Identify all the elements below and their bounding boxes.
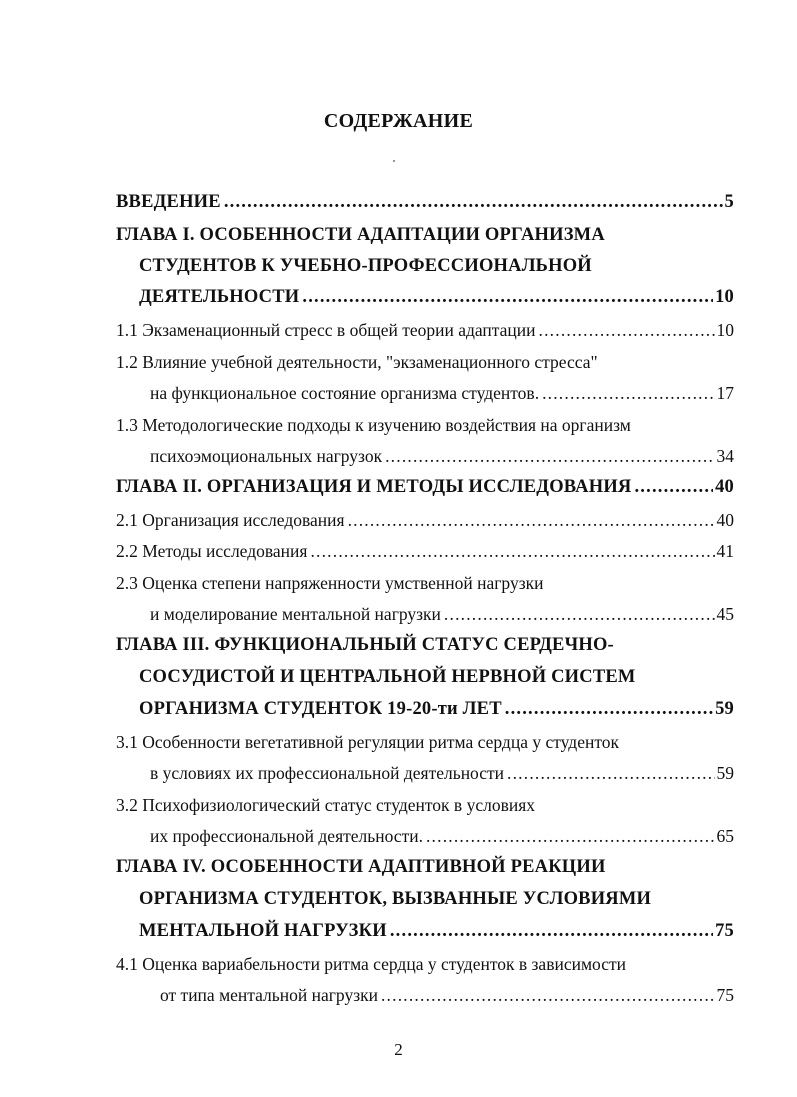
toc-chapter-3-line-2[interactable] — [139, 667, 636, 697]
toc-entry-title: 1.3 Методологические подходы к изучению воздействия на организм — [116, 415, 631, 435]
toc-entry-title: ГЛАВА I. ОСОБЕННОСТИ АДАПТАЦИИ ОРГАНИЗМА — [116, 225, 605, 245]
toc-leader-dots — [539, 320, 715, 341]
toc-section-1-2-line-2[interactable] — [150, 383, 734, 413]
toc-section-3-2-line-1[interactable] — [116, 795, 535, 825]
toc-page-number: 75 — [716, 985, 734, 1005]
toc-entry-title: от типа ментальной нагрузки — [160, 985, 378, 1005]
toc-section-3-2-line-2[interactable] — [150, 826, 734, 856]
toc-page-number: 40 — [716, 510, 734, 530]
toc-chapter-2[interactable] — [116, 477, 734, 507]
toc-entry-title: и моделирование ментальной нагрузки — [150, 604, 441, 624]
toc-entry-title: 3.1 Особенности вегетативной регуляции ритма сердца у студенток — [116, 732, 619, 752]
toc-entry-title: ГЛАВА III. ФУНКЦИОНАЛЬНЫЙ СТАТУС СЕРДЕЧНО- — [116, 635, 614, 655]
toc-page-number: 17 — [716, 383, 734, 403]
toc-entry-title: СТУДЕНТОВ К УЧЕБНО-ПРОФЕССИОНАЛЬНОЙ — [139, 256, 592, 276]
toc-page-number: 59 — [716, 763, 734, 783]
toc-entry-title: ОРГАНИЗМА СТУДЕНТОК 19-20-ти ЛЕТ — [139, 699, 502, 719]
toc-entry-title: ВВЕДЕНИЕ — [116, 192, 221, 212]
toc-chapter-4-line-1[interactable] — [116, 857, 606, 887]
toc-chapter-3-line-1[interactable] — [116, 635, 614, 665]
toc-page-number: 40 — [715, 477, 734, 497]
toc-chapter-4-line-3[interactable] — [139, 921, 734, 951]
toc-entry-title: 1.2 Влияние учебной деятельности, "экзаменационного стресса" — [116, 352, 598, 372]
page-number: 2 — [394, 1040, 403, 1059]
toc-section-2-3-line-2[interactable] — [150, 604, 734, 634]
toc-entry-title: ГЛАВА IV. ОСОБЕННОСТИ АДАПТИВНОЙ РЕАКЦИИ — [116, 857, 606, 877]
toc-page-number: 65 — [716, 826, 734, 846]
toc-page-number: 59 — [715, 699, 734, 719]
toc-entry-title: 2.1 Организация исследования — [116, 510, 345, 530]
toc-section-1-2-line-1[interactable] — [116, 352, 598, 382]
toc-leader-dots — [224, 192, 723, 213]
toc-leader-dots — [381, 985, 715, 1006]
toc-page-number: 5 — [724, 192, 734, 212]
toc-entry-introduction[interactable] — [116, 192, 734, 222]
toc-section-4-1-line-2[interactable] — [160, 985, 734, 1015]
toc-leader-dots — [348, 510, 715, 531]
toc-entry-title: ОРГАНИЗМА СТУДЕНТОК, ВЫЗВАННЫЕ УСЛОВИЯМИ — [139, 889, 652, 909]
toc-section-3-1-line-2[interactable] — [150, 763, 734, 793]
toc-section-1-1[interactable] — [116, 320, 734, 350]
toc-leader-dots — [385, 446, 714, 467]
toc-section-4-1-line-1[interactable] — [116, 954, 626, 984]
toc-entry-title: 1.1 Экзаменационный стресс в общей теории адаптации — [116, 320, 536, 340]
toc-leader-dots — [310, 541, 714, 562]
toc-leader-dots — [634, 477, 713, 498]
toc-leader-dots — [444, 604, 715, 625]
toc-leader-dots — [302, 287, 713, 308]
toc-chapter-1-line-1[interactable] — [116, 225, 605, 255]
toc-section-2-1[interactable] — [116, 510, 734, 540]
toc-leader-dots — [505, 699, 713, 720]
toc-section-1-3-line-1[interactable] — [116, 415, 631, 445]
toc-page-number: 10 — [716, 320, 734, 340]
toc-entry-title: СОСУДИСТОЙ И ЦЕНТРАЛЬНОЙ НЕРВНОЙ СИСТЕМ — [139, 667, 636, 687]
toc-page-number: 45 — [716, 604, 734, 624]
toc-section-2-3-line-1[interactable] — [116, 573, 543, 603]
toc-page-number: 75 — [715, 921, 734, 941]
toc-entry-title: в условиях их профессиональной деятельности — [150, 763, 505, 783]
toc-section-3-1-line-1[interactable] — [116, 732, 619, 762]
toc-entry-title: МЕНТАЛЬНОЙ НАГРУЗКИ — [139, 921, 387, 941]
toc-entry-title: 2.2 Методы исследования — [116, 541, 308, 561]
toc-entry-title: психоэмоциональных нагрузок — [150, 446, 383, 466]
toc-entry-title: 4.1 Оценка вариабельности ритма сердца у студенток в зависимости — [116, 954, 627, 974]
toc-page-number: 34 — [716, 446, 734, 466]
toc-page-number: 10 — [715, 287, 734, 307]
toc-chapter-1-line-2[interactable] — [139, 256, 592, 286]
toc-entry-title: ДЕЯТЕЛЬНОСТИ — [139, 287, 300, 307]
toc-section-2-2[interactable] — [116, 541, 734, 571]
toc-leader-dots — [390, 921, 713, 942]
toc-chapter-3-line-3[interactable] — [139, 699, 734, 729]
toc-entry-title: ГЛАВА II. ОРГАНИЗАЦИЯ И МЕТОДЫ ИССЛЕДОВАНИЯ — [116, 477, 632, 497]
page-title: СОДЕРЖАНИЕ — [323, 110, 474, 132]
toc-chapter-4-line-2[interactable] — [139, 889, 651, 919]
toc-leader-dots — [542, 383, 714, 404]
scan-speck — [393, 160, 395, 162]
toc-chapter-1-line-3[interactable] — [139, 287, 734, 317]
toc-section-1-3-line-2[interactable] — [150, 446, 734, 476]
toc-entry-title: на функциональное состояние организма студентов. — [150, 383, 540, 403]
toc-page-number: 41 — [716, 541, 734, 561]
toc-entry-title: 3.2 Психофизиологический статус студенток в условиях — [116, 795, 535, 815]
toc-entry-title: их профессиональной деятельности. — [150, 826, 423, 846]
toc-leader-dots — [426, 826, 715, 847]
toc-entry-title: 2.3 Оценка степени напряженности умственной нагрузки — [116, 573, 544, 593]
toc-leader-dots — [507, 763, 714, 784]
